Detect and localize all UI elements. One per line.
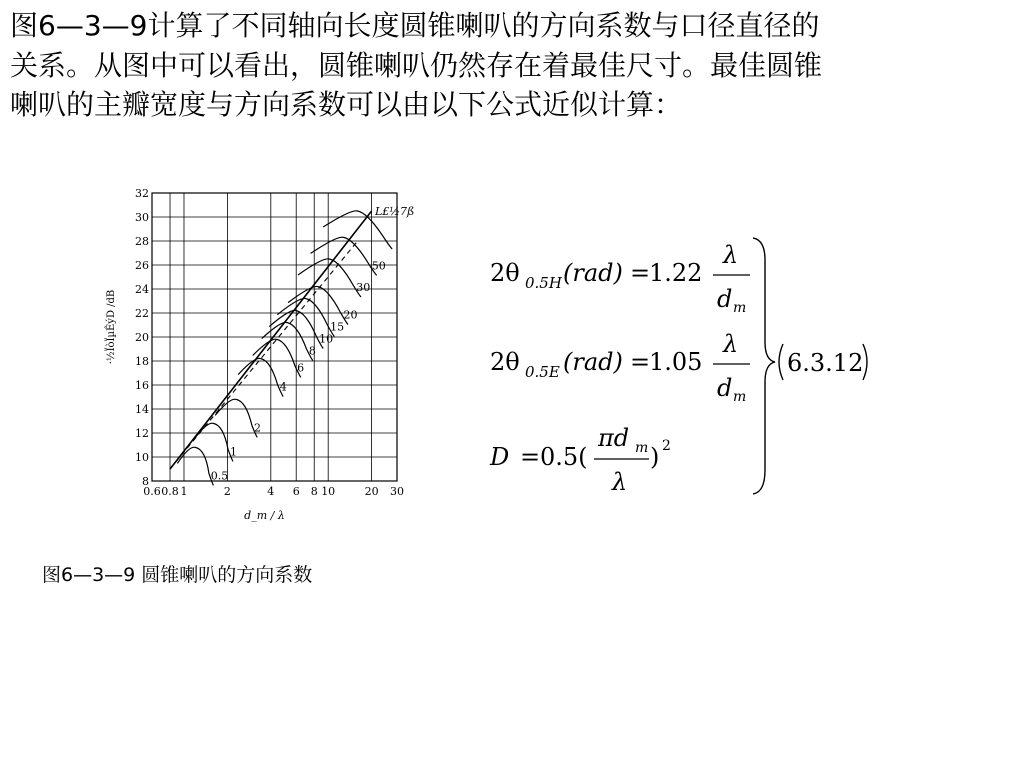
y-tick-label: 20 [135,331,149,344]
x-tick-label: 1 [180,485,188,498]
y-tick-label: 12 [135,427,149,440]
directivity-chart [100,180,420,540]
series-label: 8 [308,344,316,358]
intro-line-1: 图6—3—9计算了不同轴向长度圆锥喇叭的方向系数与口径直径的 [10,9,820,42]
eq2-sub: 0.5E [525,363,560,381]
intro-paragraph [10,6,1010,125]
y-tick-label: 30 [135,211,149,224]
eq2-arg: (rad) [563,348,623,376]
series-curve [215,399,257,437]
y-tick-label: 8 [142,475,149,488]
y-tick-label: 18 [135,355,149,368]
eq3-close: ) [650,443,660,471]
eq1-den: d [717,285,733,313]
series-label: 10 [319,332,334,346]
eq1-lhs: 2θ [490,259,520,287]
x-tick-label: 0.8 [161,485,179,498]
equation-1 [490,241,750,316]
y-tick-label: 32 [135,187,149,200]
eq2-den-sub: m [733,389,747,405]
legend-label: L£½7ß [375,205,415,218]
intro-line-2: 关系。从图中可以看出，圆锥喇叭仍然存在着最佳尺寸。最佳圆锥 [10,48,823,82]
formula-block [485,230,885,505]
eq2-lhs: 2θ [490,348,520,376]
eq1-den-sub: m [733,300,747,316]
eq2-coef: 1.05 [649,348,703,376]
y-tick-label: 22 [135,307,149,320]
x-tick-label: 30 [390,485,404,498]
eq1-coef: 1.22 [649,259,703,287]
equation-3 [489,424,671,496]
eq3-den: λ [612,468,628,496]
x-tick-label: 10 [321,485,336,498]
eq3-num: πd [598,424,630,452]
y-tick-label: 14 [135,403,149,416]
x-axis-label: d_m / λ [244,509,285,522]
number-close-paren [863,344,867,380]
equation-number: 6.3.12 [787,349,864,377]
eq3-eq: = [520,443,541,471]
series-label: 20 [343,308,358,322]
x-tick-label: 4 [267,485,275,498]
series-label: 2 [254,421,262,435]
series-label: 4 [279,380,287,394]
y-axis-label: ·½ÏòÏµÊýD /dB [106,289,117,365]
x-tick-label: 0.6 [143,485,161,498]
eq1-arg: (rad) [563,259,623,287]
series-label: 50 [371,259,386,273]
number-open-paren [779,344,783,380]
eq2-num: λ [723,330,739,358]
eq3-lhs: D [490,443,510,471]
x-tick-label: 6 [292,485,300,498]
eq1-sub: 0.5H [525,274,562,292]
eq3-coef: 0.5( [540,443,588,471]
x-tick-label: 8 [310,485,318,498]
eq2-den: d [717,374,733,402]
y-tick-label: 10 [135,451,149,464]
series-label: 1 [230,445,238,459]
y-tick-label: 16 [135,379,149,392]
eq1-num: λ [723,241,739,269]
y-tick-label: 26 [135,259,149,272]
series-label: 30 [356,281,371,294]
x-tick-label: 2 [223,485,231,498]
series-label: 6 [297,361,305,375]
y-tick-label: 28 [135,235,149,248]
eq2-eq: = [630,348,651,376]
x-tick-label: 20 [364,485,379,498]
eq3-exp: 2 [662,438,671,454]
right-brace [753,238,775,494]
eq1-eq: = [630,259,651,287]
equation-2 [490,330,750,405]
y-tick-label: 24 [135,283,149,296]
series-label: 0.5 [210,469,229,483]
eq3-num-sub: m [635,440,649,456]
figure-caption: 图6—3—9 圆锥喇叭的方向系数 [42,564,313,586]
series-label: 15 [330,320,345,334]
intro-line-3: 喇叭的主瓣宽度与方向系数可以由以下公式近似计算： [10,88,683,121]
